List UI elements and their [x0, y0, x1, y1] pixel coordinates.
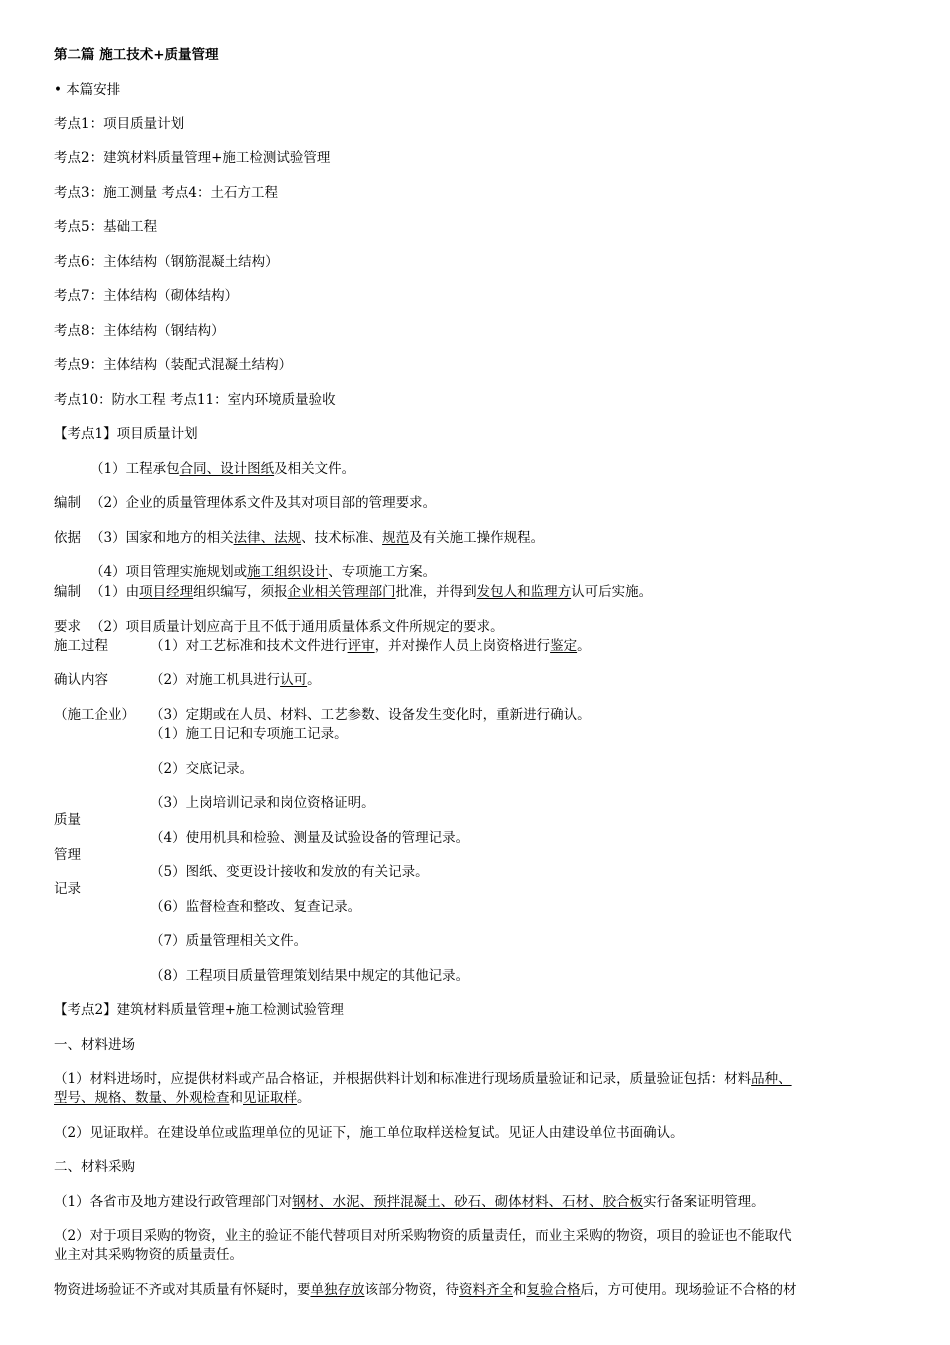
req-item-2: （2）项目质量计划应高于且不低于通用质量体系文件所规定的要求。: [90, 619, 504, 635]
intro-bullet: • 本篇安排: [54, 82, 121, 98]
topic-item: 考点6：主体结构（钢筋混凝土结构）: [54, 254, 279, 270]
record-item: （5）图纸、变更设计接收和发放的有关记录。: [150, 864, 429, 880]
section2-p5: 物资进场验证不齐或对其质量有怀疑时，要单独存放该部分物资，待资料齐全和复验合格后，方可使用。现场验证不合格的材: [54, 1282, 797, 1298]
topic-item: 考点7：主体结构（砌体结构）: [54, 288, 239, 304]
confirm-label-3: （施工企业）: [54, 707, 135, 723]
topic-item: 考点10：防水工程 考点11：室内环境质量验收: [54, 392, 336, 408]
section2-p4-line2: 业主对其采购物资的质量责任。: [54, 1247, 243, 1263]
record-item: （3）上岗培训记录和岗位资格证明。: [150, 795, 375, 811]
confirm-label-1: 施工过程: [54, 638, 108, 654]
basis-item-4: （4）项目管理实施规划或施工组织设计、专项施工方案。: [90, 564, 437, 580]
section2-heading: 【考点2】建筑材料质量管理+施工检测试验管理: [54, 1002, 344, 1018]
section2-p3: （1）各省市及地方建设行政管理部门对钢材、水泥、预拌混凝土、砂石、砌体材料、石材、胶合板实行备案证明管理。: [54, 1194, 765, 1210]
record-item: （7）质量管理相关文件。: [150, 933, 308, 949]
topic-item: 考点1：项目质量计划: [54, 116, 185, 132]
section2-p1-line1: （1）材料进场时，应提供材料或产品合格证，并根据供料计划和标准进行现场质量验证和记录，质量验证包括：材料品种、: [54, 1071, 792, 1087]
topic-item: 考点2：建筑材料质量管理+施工检测试验管理: [54, 150, 331, 166]
basis-item-1: （1）工程承包合同、设计图纸及相关文件。: [90, 461, 356, 477]
records-label-2: 管理: [54, 847, 81, 863]
topic-item: 考点5：基础工程: [54, 219, 158, 235]
basis-item-2: （2）企业的质量管理体系文件及其对项目部的管理要求。: [90, 495, 437, 511]
basis-label-1: 编制: [54, 495, 81, 511]
confirm-item-3: （3）定期或在人员、材料、工艺参数、设备发生变化时，重新进行确认。: [150, 707, 591, 723]
section2-p4-line1: （2）对于项目采购的物资，业主的验证不能代替项目对所采购物资的质量责任，而业主采购的物资，项目的验证也不能取代: [54, 1228, 792, 1244]
topic-item: 考点9：主体结构（装配式混凝土结构）: [54, 357, 293, 373]
record-item: （8）工程项目质量管理策划结果中规定的其他记录。: [150, 968, 470, 984]
section2-sub1: 一、材料进场: [54, 1037, 135, 1053]
record-item: （2）交底记录。: [150, 761, 254, 777]
records-label-3: 记录: [54, 881, 81, 897]
record-item: （6）监督检查和整改、复查记录。: [150, 899, 362, 915]
req-item-1: （1）由项目经理组织编写，须报企业相关管理部门批准，并得到发包人和监理方认可后实施。: [90, 584, 653, 600]
basis-label-2: 依据: [54, 530, 81, 546]
req-label-1: 编制: [54, 584, 81, 600]
record-item: （4）使用机具和检验、测量及试验设备的管理记录。: [150, 830, 470, 846]
confirm-item-2: （2）对施工机具进行认可。: [150, 672, 321, 688]
record-item: （1）施工日记和专项施工记录。: [150, 726, 348, 742]
topic-item: 考点3：施工测量 考点4：土石方工程: [54, 185, 278, 201]
section2-p1-line2: 型号、规格、数量、外观检查和见证取样。: [54, 1090, 311, 1106]
confirm-item-1: （1）对工艺标准和技术文件进行评审，并对操作人员上岗资格进行鉴定。: [150, 638, 591, 654]
basis-item-3: （3）国家和地方的相关法律、法规、技术标准、规范及有关施工操作规程。: [90, 530, 545, 546]
section1-heading: 【考点1】项目质量计划: [54, 426, 198, 442]
section2-p2: （2）见证取样。在建设单位或监理单位的见证下，施工单位取样送检复试。见证人由建设单位书面确认。: [54, 1125, 684, 1141]
confirm-label-2: 确认内容: [54, 672, 108, 688]
page-title: 第二篇 施工技术+质量管理: [54, 47, 219, 63]
section2-sub2: 二、材料采购: [54, 1159, 135, 1175]
topic-item: 考点8：主体结构（钢结构）: [54, 323, 225, 339]
req-label-2: 要求: [54, 619, 81, 635]
records-label-1: 质量: [54, 812, 81, 828]
